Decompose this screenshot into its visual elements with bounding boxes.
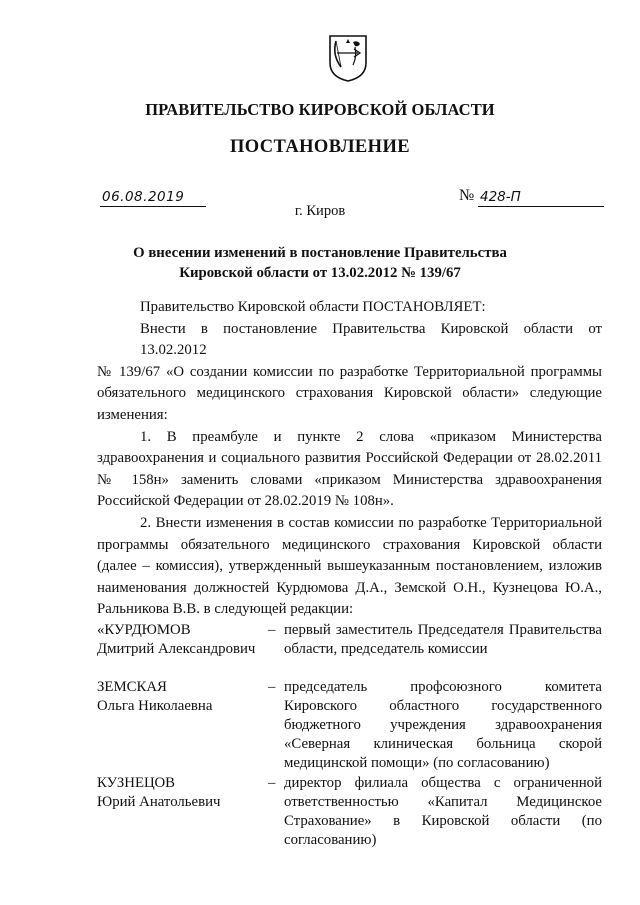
document-subject bbox=[0, 243, 640, 283]
person-role bbox=[284, 774, 602, 850]
subject-line: Кировской области от 13.02.2012 № 139/67 bbox=[179, 265, 461, 281]
role-line: первый заместитель Председателя Правительства bbox=[284, 622, 602, 638]
number-sign: № bbox=[459, 187, 475, 204]
document-date: 06.08.2019 bbox=[100, 189, 206, 207]
role-line: «Северная клиническая больница скорой bbox=[284, 736, 602, 752]
paragraph-line: 2. Внести изменения в состав комиссии по разработке Территориальной bbox=[140, 514, 602, 531]
paragraph-line: Ральникова В.В. в следующей редакции: bbox=[97, 601, 354, 618]
paragraph-line: № 158н» заменить словами «приказом Министерства здравоохранения bbox=[97, 471, 602, 488]
paragraph-line: (далее – комиссия), утвержденный вышеуказанным постановлением, изложив bbox=[97, 558, 602, 575]
paragraph-line: обязательного медицинского страхования Кировской области» следующие bbox=[97, 385, 602, 402]
role-line: медицинской помощи» (по согласованию) bbox=[284, 755, 550, 771]
paragraph-line: здравоохранения и социального развития Российской Федерации от 28.02.2011 bbox=[97, 450, 602, 467]
person-role bbox=[284, 621, 602, 659]
paragraph-line: 1. В преамбуле и пункте 2 слова «приказом Министерства bbox=[140, 428, 602, 445]
role-line: согласованию) bbox=[284, 832, 377, 848]
separator-dash: – bbox=[268, 679, 276, 695]
paragraph-line: программы обязательного медицинского страхования Кировской области bbox=[97, 536, 602, 553]
person-surname: КУЗНЕЦОВ bbox=[97, 775, 176, 791]
document-number: 428-П bbox=[478, 189, 604, 207]
paragraph-line: Внести в постановление Правительства Кировской области от 13.02.2012 bbox=[140, 320, 602, 359]
person-role bbox=[284, 678, 602, 773]
person-name bbox=[97, 621, 272, 659]
role-line: бюджетного учреждения здравоохранения bbox=[284, 717, 602, 733]
paragraph-line: Правительство Кировской области ПОСТАНОВЛЯЕТ: bbox=[140, 299, 486, 315]
person-surname: «КУРДЮМОВ bbox=[97, 622, 191, 638]
paragraph-line: наименования должностей Курдюмова Д.А., Земской О.Н., Кузнецова Ю.А., bbox=[97, 579, 602, 596]
subject-line: О внесении изменений в постановление Правительства bbox=[133, 245, 507, 261]
paragraph-line: изменения: bbox=[97, 406, 168, 423]
paragraph-line: Российской Федерации от 28.02.2019 № 108н». bbox=[97, 493, 394, 510]
person-given-name: Ольга Николаевна bbox=[97, 698, 213, 714]
role-line: председатель профсоюзного комитета bbox=[284, 679, 602, 695]
separator-dash: – bbox=[268, 775, 276, 791]
role-line: директор филиала общества с ограниченной bbox=[284, 775, 602, 791]
paragraph-line: № 139/67 «О создании комиссии по разработке Территориальной программы bbox=[97, 363, 602, 380]
person-given-name: Дмитрий Александрович bbox=[97, 641, 256, 657]
role-line: Кировского областного государственного bbox=[284, 698, 602, 714]
role-line: области, председатель комиссии bbox=[284, 641, 488, 657]
document-type: ПОСТАНОВЛЕНИЕ bbox=[229, 137, 410, 157]
person-name bbox=[97, 678, 272, 716]
government-name: ПРАВИТЕЛЬСТВО КИРОВСКОЙ ОБЛАСТИ bbox=[145, 100, 495, 119]
person-given-name: Юрий Анатольевич bbox=[97, 794, 221, 810]
separator-dash: – bbox=[268, 622, 276, 638]
coat-of-arms-icon bbox=[327, 33, 369, 83]
role-line: Страхование» в Кировской области (по bbox=[284, 813, 602, 829]
person-name bbox=[97, 774, 272, 812]
document-body bbox=[97, 297, 602, 621]
person-surname: ЗЕМСКАЯ bbox=[97, 679, 167, 695]
role-line: ответственностью «Капитал Медицинское bbox=[284, 794, 602, 810]
city: г. Киров bbox=[294, 203, 346, 219]
